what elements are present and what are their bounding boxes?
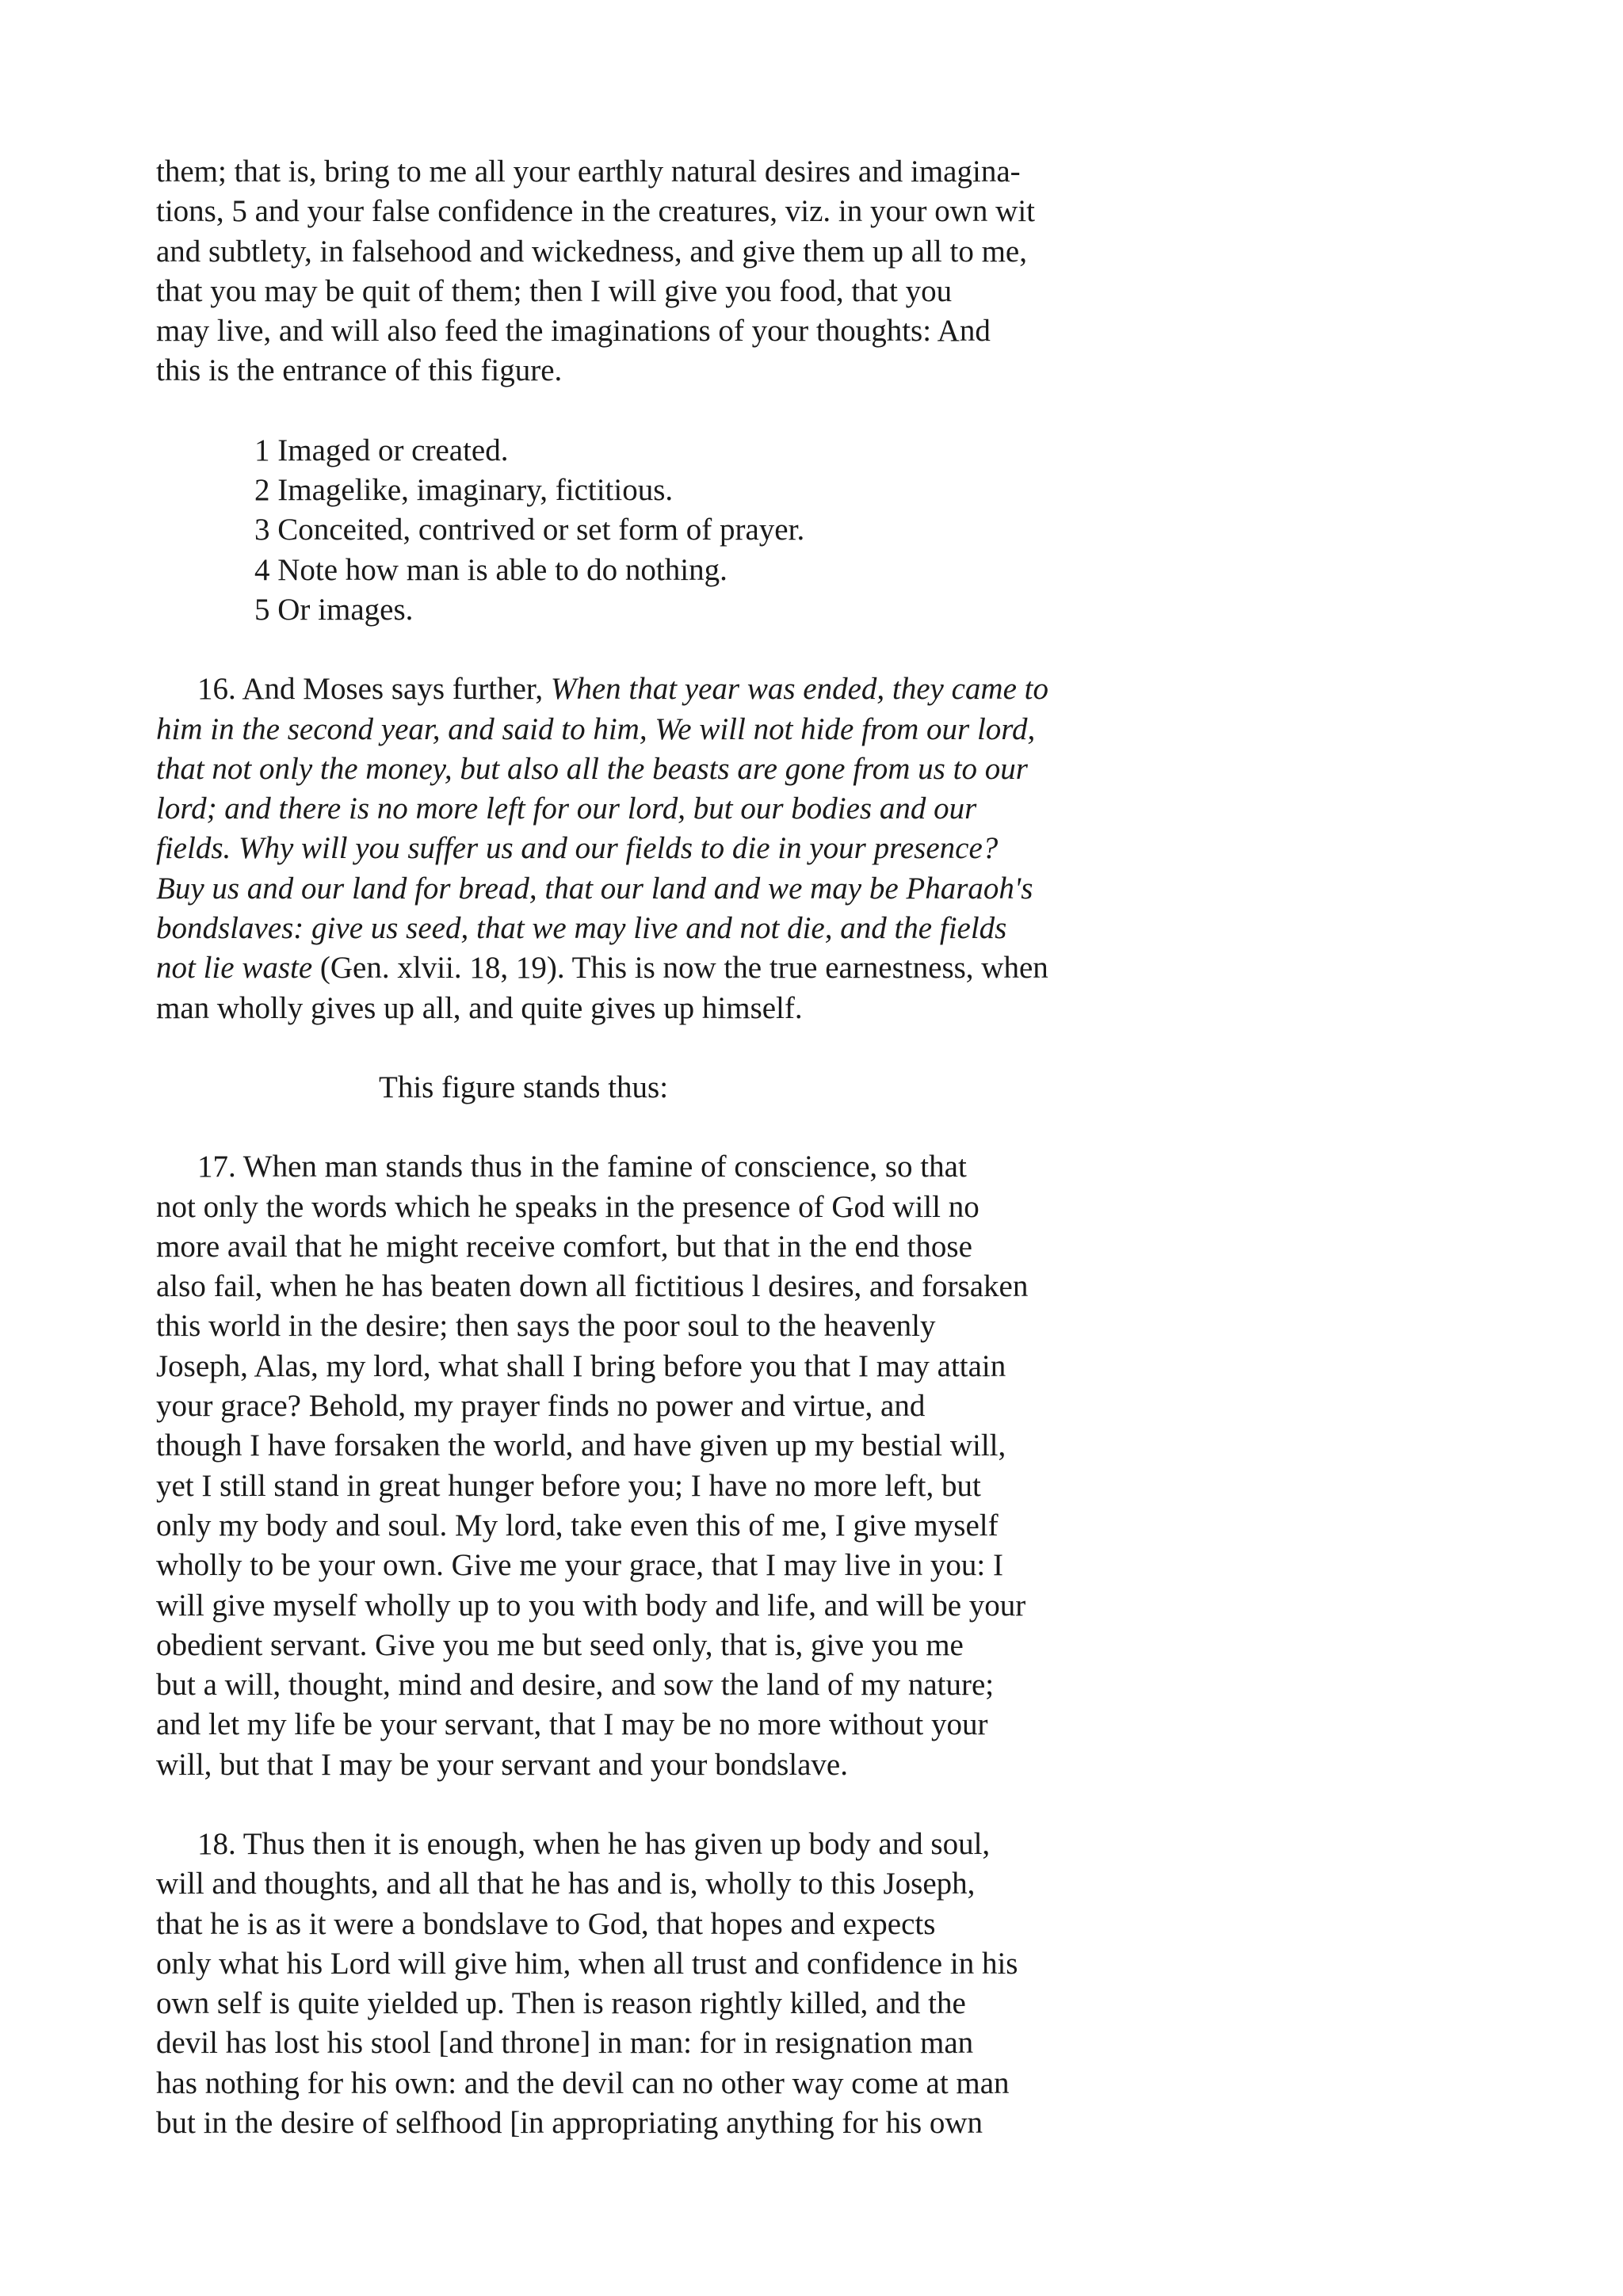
paragraph-16 — [156, 669, 1147, 1028]
footnote: 5 Or images. — [254, 592, 414, 627]
scripture-quote-line: Buy us and our land for bread, that our land and we may be Pharaoh's — [156, 871, 1033, 906]
scripture-quote: When that year was ended, they came to — [550, 672, 1048, 707]
scripture-quote: not lie waste — [156, 951, 313, 986]
text-line: but in the desire of selfhood [in appropriating anything for his own — [156, 2106, 983, 2141]
text-line: will, but that I may be your servant and your bondslave. — [156, 1747, 848, 1782]
text-line: that you may be quit of them; then I will give you food, that you — [156, 273, 953, 308]
text-line: only my body and soul. My lord, take even this of me, I give myself — [156, 1508, 999, 1543]
footnote: 4 Note how man is able to do nothing. — [254, 552, 727, 587]
text-line: may live, and will also feed the imaginations of your thoughts: And — [156, 314, 991, 349]
text-line: also fail, when he has beaten down all fictitious l desires, and forsaken — [156, 1269, 1029, 1304]
footnote: 2 Imagelike, imaginary, fictitious. — [254, 473, 674, 508]
footnote: 3 Conceited, contrived or set form of prayer. — [254, 513, 805, 547]
text-line: this is the entrance of this figure. — [156, 353, 563, 388]
text-line: man wholly gives up all, and quite gives up himself. — [156, 990, 803, 1025]
text-line: not only the words which he speaks in the presence of God will no — [156, 1189, 980, 1224]
paragraph-continuation — [156, 152, 1147, 391]
text-line: more avail that he might receive comfort, but that in the end those — [156, 1229, 972, 1264]
scripture-quote-line: fields. Why will you suffer us and our fields to die in your presence? — [156, 831, 999, 866]
text-line: tions, 5 and your false confidence in the creatures, viz. in your own wit — [156, 194, 1036, 229]
scripture-quote-line: lord; and there is no more left for our lord, but our bodies and our — [156, 791, 977, 826]
text-plain: (Gen. xlvii. 18, 19). This is now the true earnestness, when — [312, 951, 1048, 986]
text-plain: 16. And Moses says further, — [197, 672, 551, 707]
text-line: has nothing for his own: and the devil can no other way come at man — [156, 2065, 1010, 2100]
paragraph-17 — [156, 1147, 1147, 1785]
text-line: Joseph, Alas, my lord, what shall I bring before you that I may attain — [156, 1348, 1006, 1383]
text-line: will give myself wholly up to you with body and life, and will be your — [156, 1588, 1026, 1623]
text-line: 17. When man stands thus in the famine of conscience, so that — [197, 1150, 967, 1184]
scripture-quote-line: him in the second year, and said to him, We will not hide from our lord, — [156, 711, 1036, 746]
text-line: only what his Lord will give him, when all trust and confidence in his — [156, 1946, 1018, 1981]
text-line: them; that is, bring to me all your earthly natural desires and imagina- — [156, 154, 1021, 189]
figure-caption: This figure stands thus: — [379, 1070, 669, 1104]
text-line: own self is quite yielded up. Then is reason rightly killed, and the — [156, 1986, 966, 2021]
text-line — [156, 669, 1147, 709]
footnote: 1 Imaged or created. — [254, 433, 509, 467]
text-line: and subtlety, in falsehood and wickedness, and give them up all to me, — [156, 234, 1027, 269]
text-line: 18. Thus then it is enough, when he has given up body and soul, — [197, 1826, 991, 1861]
text-line: obedient servant. Give you me but seed only, that is, give you me — [156, 1627, 964, 1662]
scripture-quote-line: bondslaves: give us seed, that we may live and not die, and the fields — [156, 911, 1007, 946]
text-line — [156, 948, 1147, 988]
text-line: will and thoughts, and all that he has and is, wholly to this Joseph, — [156, 1867, 976, 1901]
text-line: this world in the desire; then says the poor soul to the heavenly — [156, 1309, 936, 1344]
text-line: wholly to be your own. Give me your grace, that I may live in you: I — [156, 1548, 1003, 1583]
text-line: but a will, thought, mind and desire, and sow the land of my nature; — [156, 1668, 995, 1703]
document-page — [156, 152, 1147, 2143]
footnotes — [156, 431, 1147, 630]
text-line: your grace? Behold, my prayer finds no power and virtue, and — [156, 1389, 926, 1424]
text-line: and let my life be your servant, that I may be no more without your — [156, 1707, 988, 1742]
text-line: yet I still stand in great hunger before you; I have no more left, but — [156, 1468, 981, 1503]
text-line: though I have forsaken the world, and have given up my bestial will, — [156, 1428, 1006, 1463]
paragraph-18 — [156, 1825, 1147, 2143]
scripture-quote-line: that not only the money, but also all the beasts are gone from us to our — [156, 751, 1028, 786]
text-line: devil has lost his stool [and throne] in man: for in resignation man — [156, 2026, 974, 2061]
text-line: that he is as it were a bondslave to God, that hopes and expects — [156, 1906, 936, 1941]
